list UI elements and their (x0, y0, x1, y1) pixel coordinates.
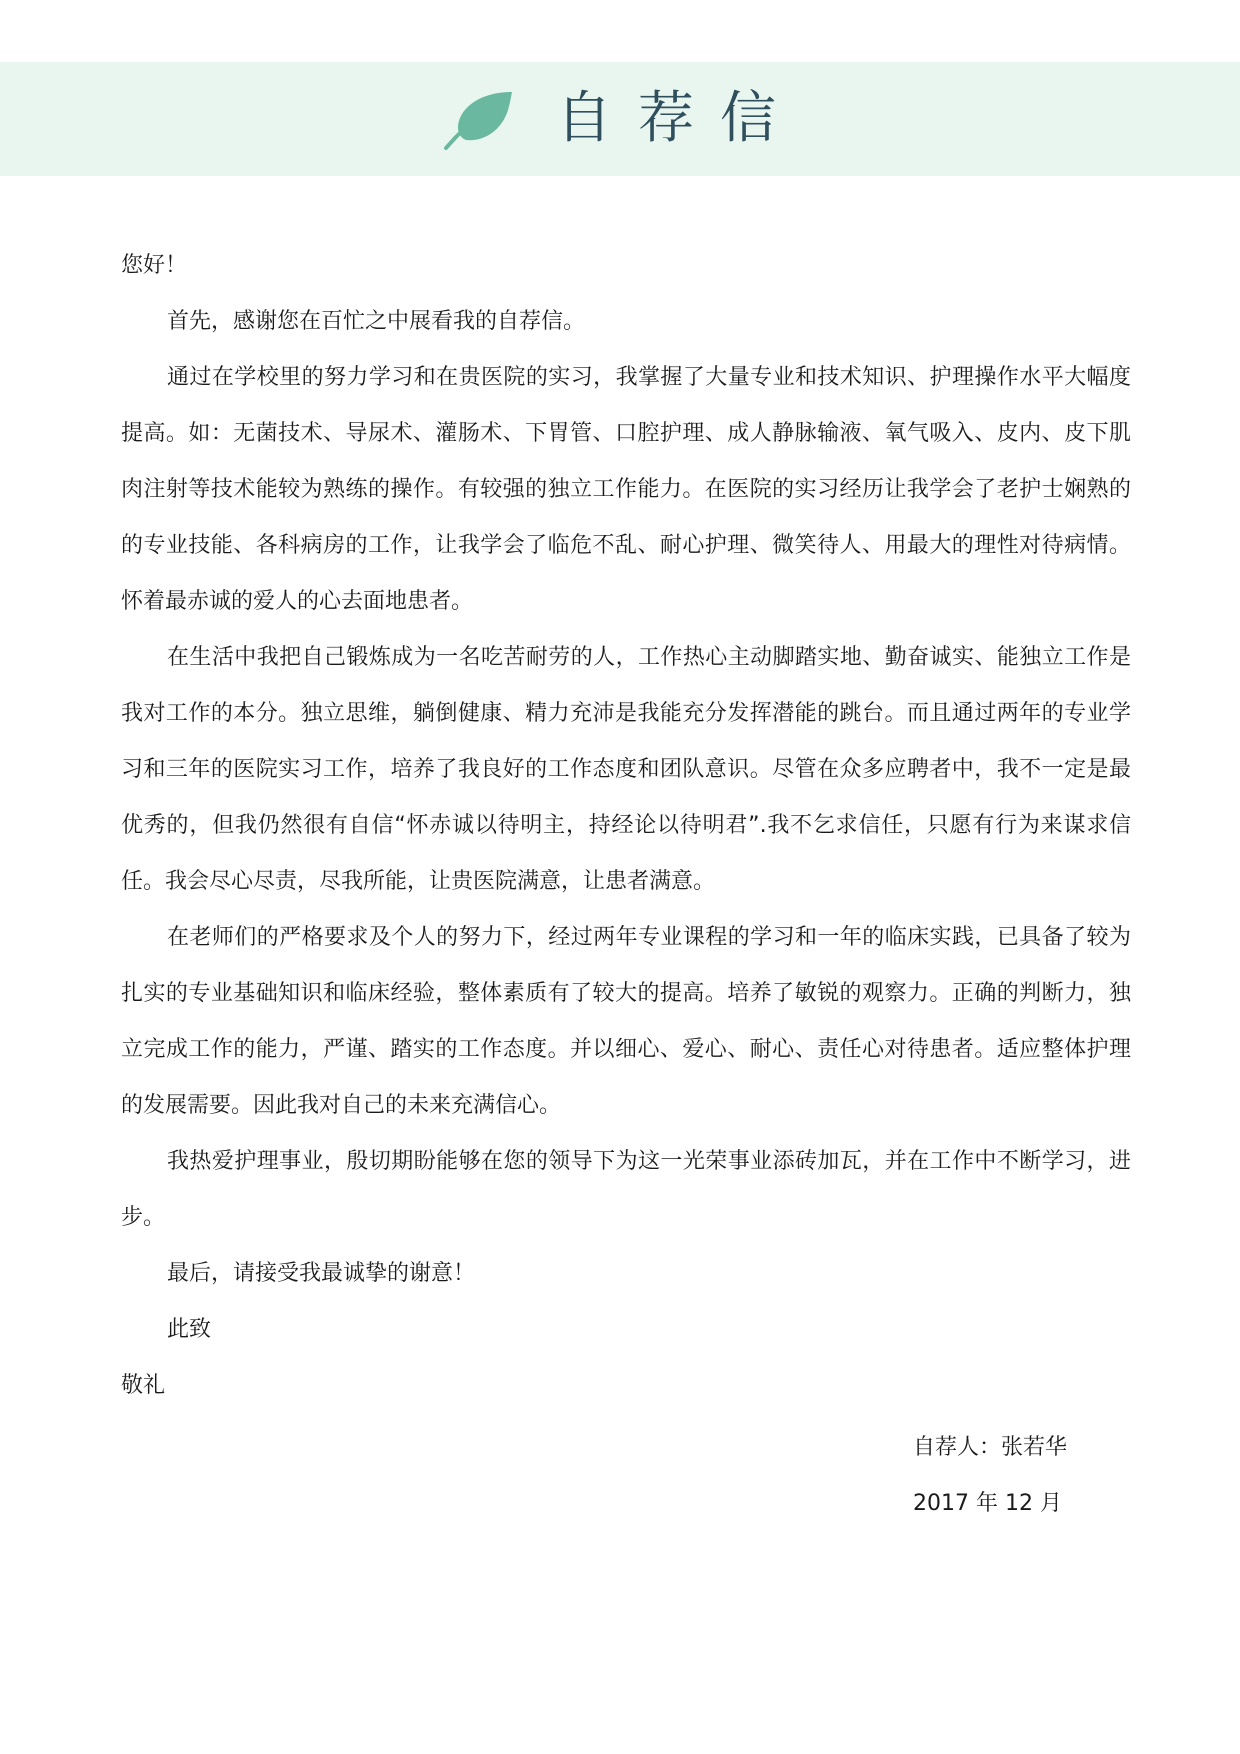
greeting: 您好！ (121, 253, 188, 278)
paragraph: 通过在学校里的努力学习和在贵医院的实习，我掌握了大量专业和技术知识、护理操作水平大幅度提高。如：无菌技术、导尿术、灌肠术、下胃管、口腔护理、成人静脉输液、氧气吸入、皮内、皮下肌肉注射等技术能较为熟练的操作。有较强的独立工作能力。在医院的实习经历让我学会了老护士娴熟的的专业技能、各科病房的工作，让我学会了临危不乱、耐心护理、微笑待人、用最大的理性对待病情。怀着最赤诚的爱人的心去面地患者。 (121, 365, 1131, 614)
paragraph: 我热爱护理事业，殷切期盼能够在您的领导下为这一光荣事业添砖加瓦，并在工作中不断学习，进步。 (121, 1149, 1131, 1230)
header-band (0, 62, 1240, 176)
closing-salutation: 此致 (167, 1317, 212, 1342)
document-title: 自荐信 (556, 86, 802, 151)
header (0, 62, 1240, 176)
letter-body (121, 238, 1131, 1414)
paragraph: 最后，请接受我最诚挚的谢意！ (167, 1261, 476, 1286)
leaf-icon (444, 90, 516, 150)
signature-block (913, 1420, 1067, 1532)
signer: 自荐人：张若华 (913, 1435, 1068, 1460)
closing-regards: 敬礼 (121, 1373, 166, 1398)
paragraph: 首先，感谢您在百忙之中展看我的自荐信。 (167, 309, 586, 334)
paragraph: 在生活中我把自己锻炼成为一名吃苦耐劳的人，工作热心主动脚踏实地、勤奋诚实、能独立工作是我对工作的本分。独立思维，躺倒健康、精力充沛是我能充分发挥潜能的跳台。而且通过两年的专业学习和三年的医院实习工作，培养了我良好的工作态度和团队意识。尽管在众多应聘者中，我不一定是最优秀的，但我仍然很有自信“怀赤诚以待明主，持经论以待明君”.我不乞求信任，只愿有行为来谋求信任。我会尽心尽责，尽我所能，让贵医院满意，让患者满意。 (121, 645, 1131, 894)
date: 2017 年 12 月 (913, 1491, 1062, 1516)
paragraph: 在老师们的严格要求及个人的努力下，经过两年专业课程的学习和一年的临床实践，已具备了较为扎实的专业基础知识和临床经验，整体素质有了较大的提高。培养了敏锐的观察力。正确的判断力，独立完成工作的能力，严谨、踏实的工作态度。并以细心、爱心、耐心、责任心对待患者。适应整体护理的发展需要。因此我对自己的未来充满信心。 (121, 925, 1131, 1118)
